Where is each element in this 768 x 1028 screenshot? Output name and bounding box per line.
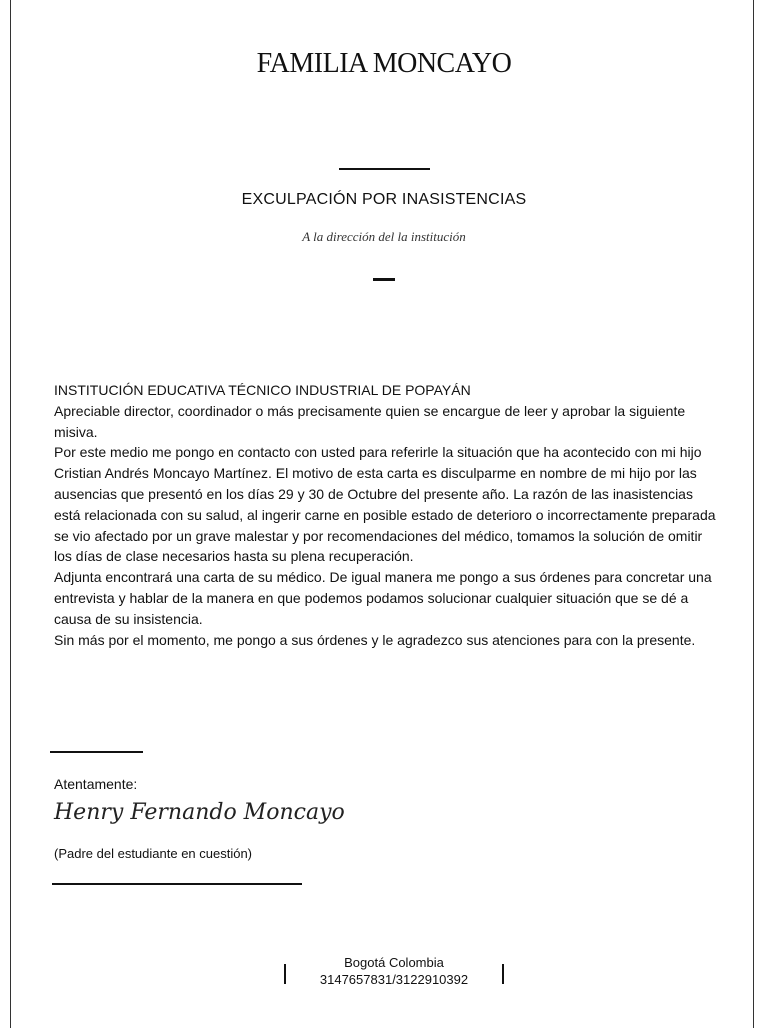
signer-role: (Padre del estudiante en cuestión) xyxy=(54,846,253,861)
paragraph-3: Sin más por el momento, me pongo a sus órdenes y le agradezco sus atenciones para con la presente. xyxy=(54,631,696,648)
footer-phone: 3147657831/3122910392 xyxy=(319,972,469,987)
paragraph-2: Adjunta encontrará una carta de su médico. De igual manera me pongo a sus órdenes para concretar una entrevista y hablar de la manera en que podemos podamos solucionar cualquier situación que se dé a causa de su insistencia. xyxy=(54,569,712,627)
paragraph-1: Por este medio me pongo en contacto con usted para referirle la situación que ha acontecido con mi hijo Cristian Andrés Moncayo Martínez. El motivo de esta carta es disculparme en nombre de mi hijo por las ausencias que presentó en los días 29 y 30 de Octubre del presente año. La razón de las inasistencias está relacionada con su salud, al ingerir carne en posible estado de deterioro o incorrectamente preparada se vio afectado por un grave malestar y por recomendaciones del médico, tomamos la solución de omitir los días de clase necesarios hasta su plena recuperación. xyxy=(54,444,716,565)
title-divider xyxy=(339,168,430,170)
signature-line xyxy=(52,883,302,885)
document-title: EXCULPACIÓN POR INASISTENCIAS xyxy=(241,191,527,208)
signature: Henry Fernando Moncayo xyxy=(54,800,345,825)
closing-divider xyxy=(50,751,143,753)
closing-text: Atentamente: xyxy=(54,776,138,792)
short-divider xyxy=(373,278,395,281)
salutation: Apreciable director, coordinador o más precisamente quien se encargue de leer y aprobar la siguiente misiva. xyxy=(54,402,686,440)
letter-body xyxy=(54,380,722,650)
footer-bar-right xyxy=(502,964,504,984)
family-title: FAMILIA MONCAYO xyxy=(256,48,512,79)
addressee-line: A la dirección del la institución xyxy=(302,229,466,244)
institution-name: INSTITUCIÓN EDUCATIVA TÉCNICO INDUSTRIAL DE POPAYÁN xyxy=(54,382,471,398)
footer-city: Bogotá Colombia xyxy=(344,955,444,970)
